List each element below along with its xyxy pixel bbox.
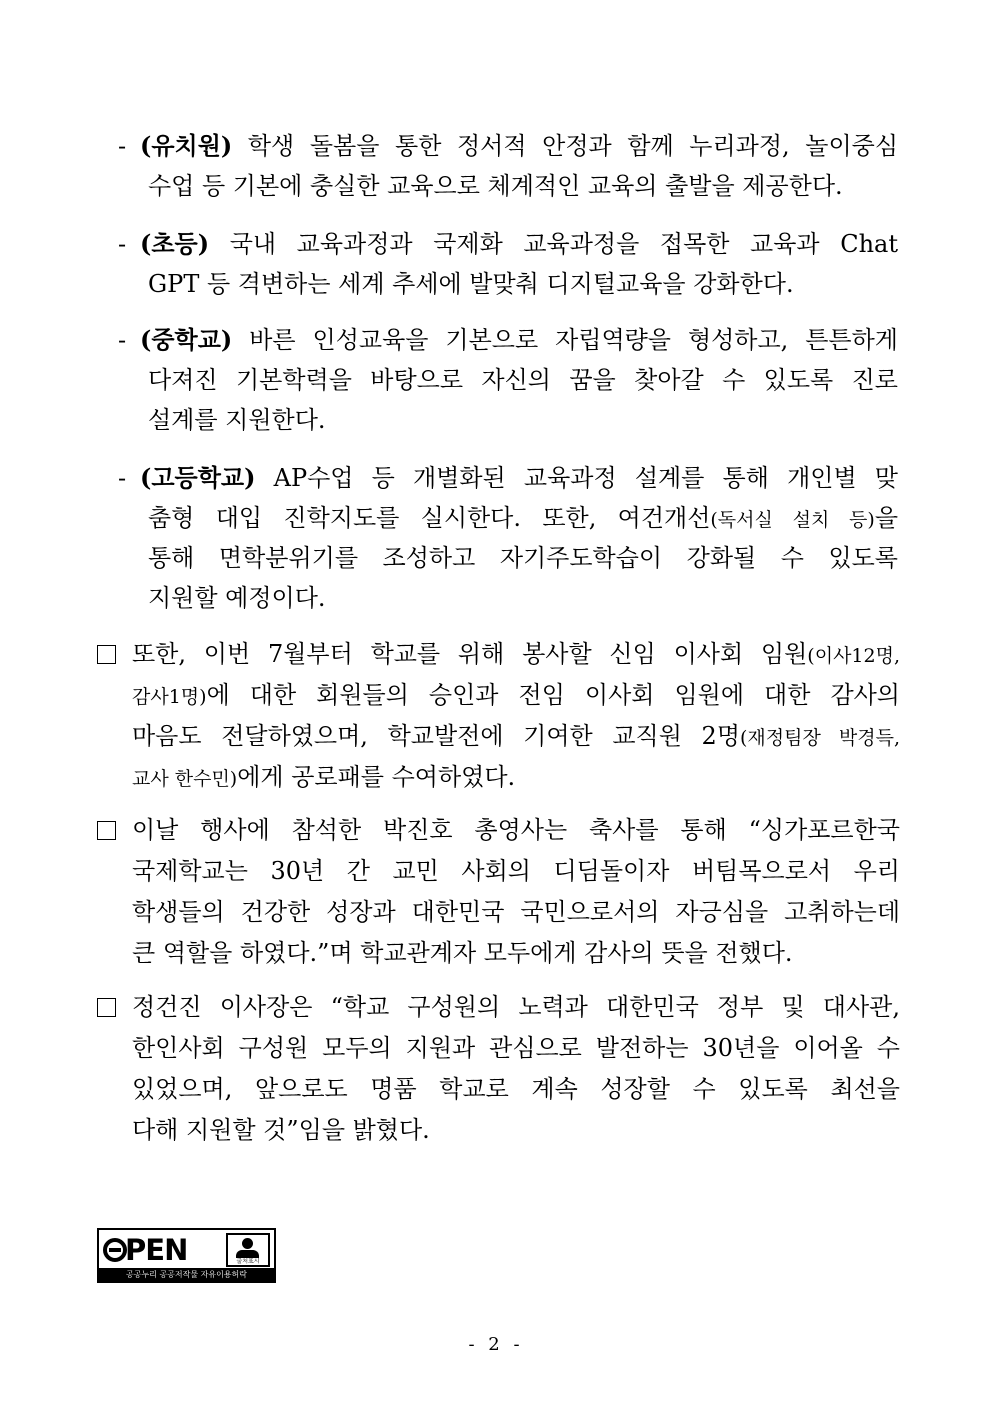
para2-line-1 <box>96 810 900 851</box>
paragraph-chairman-remarks <box>96 987 900 1151</box>
high-line-1 <box>118 458 898 498</box>
para1-text-1b: (이사12명, <box>807 645 900 667</box>
para1-text-2b: 에 대한 회원들의 승인과 전임 이사회 임원에 대한 감사의 <box>206 681 900 709</box>
para1-line-4 <box>96 757 900 798</box>
license-bottom-bar: 공공누리 공공저작물 자유이용허락 <box>99 1268 274 1281</box>
middle-text-3: 설계를 지원한다. <box>148 406 326 434</box>
kogl-open-license-badge <box>97 1228 276 1283</box>
high-text-2b: (독서실 설치 등) <box>710 509 875 531</box>
para3-line-2: 한인사회 구성원 모두의 지원과 관심으로 발전하는 30년을 이어올 수 <box>132 1034 900 1062</box>
dash-bullet: - <box>118 230 127 258</box>
paragraph-consul-speech <box>96 810 900 974</box>
high-label: (고등학교) <box>140 463 256 492</box>
middle-text-1: 바른 인성교육을 기본으로 자립역량을 형성하고, 튼튼하게 <box>232 326 898 354</box>
para1-text-1a: 또한, 이번 7월부터 학교를 위해 봉사할 신임 이사회 임원 <box>132 640 808 668</box>
para1-line-2 <box>96 675 900 716</box>
elementary-text-2: GPT 등 격변하는 세계 추세에 발맞춰 디지털교육을 강화한다. <box>148 270 794 298</box>
elementary-text-1: 국내 교육과정과 국제화 교육과정을 접목한 교육과 Chat <box>209 230 898 258</box>
para3-text-1: 정건진 이사장은 “학교 구성원의 노력과 대한민국 정부 및 대사관, <box>132 993 900 1021</box>
middle-line-1 <box>118 320 898 360</box>
para3-line-3: 있었으며, 앞으로도 명품 학교로 계속 성장할 수 있도록 최선을 <box>132 1075 900 1103</box>
kindergarten-item <box>118 126 898 206</box>
para1-text-2a: 감사1명) <box>132 686 207 708</box>
para1-text-3a: 마음도 전달하였으며, 학교발전에 기여한 교직원 2명 <box>132 722 740 750</box>
page-number: - 2 - <box>468 1334 524 1355</box>
middle-label: (중학교) <box>140 325 233 354</box>
para2-line-4: 큰 역할을 하였다.”며 학교관계자 모두에게 감사의 뜻을 전했다. <box>132 939 793 967</box>
high-line-2 <box>118 498 898 538</box>
middle-school-item <box>118 320 898 440</box>
high-text-3: 통해 면학분위기를 조성하고 자기주도학습이 강화될 수 있도록 <box>148 544 898 572</box>
high-text-2a: 춤형 대입 진학지도를 실시한다. 또한, 여건개선 <box>148 504 711 532</box>
open-text: PEN <box>125 1233 188 1267</box>
kindergarten-text-2: 수업 등 기본에 충실한 교육으로 체계적인 교육의 출발을 제공한다. <box>148 172 843 200</box>
para3-line-1 <box>96 987 900 1028</box>
attribution-label: 출처표시 <box>236 1258 260 1265</box>
high-school-item <box>118 458 898 618</box>
high-text-2c: 을 <box>874 504 898 532</box>
kindergarten-label: (유치원) <box>140 131 233 160</box>
para3-line-4: 다해 지원할 것”임을 밝혔다. <box>132 1116 430 1144</box>
elementary-label: (초등) <box>140 229 210 258</box>
checkbox-bullet-icon <box>97 998 116 1017</box>
elementary-item <box>118 224 898 304</box>
para1-text-4a: 교사 한수민) <box>132 768 238 790</box>
person-head-shape <box>242 1238 253 1249</box>
para2-line-2: 국제학교는 30년 간 교민 사회의 디딤돌이자 버팀목으로서 우리 <box>132 857 900 885</box>
license-top <box>99 1230 274 1270</box>
kindergarten-text-1: 학생 돌봄을 통한 정서적 안정과 함께 누리과정, 놀이중심 <box>232 132 898 160</box>
para1-text-4b: 에게 공로패를 수여하였다. <box>237 763 516 791</box>
para1-text-3b: (재정팀장 박경득, <box>740 727 900 749</box>
high-text-1: AP수업 등 개별화된 교육과정 설계를 통해 개인별 맞 <box>255 464 898 492</box>
high-text-4: 지원할 예정이다. <box>148 584 326 612</box>
paragraph-board-members <box>96 634 900 798</box>
kindergarten-line-1 <box>118 126 898 166</box>
para2-text-1: 이날 행사에 참석한 박진호 총영사는 축사를 통해 “싱가포르한국 <box>132 816 900 844</box>
dash-bullet: - <box>118 326 127 354</box>
para2-line-3: 학생들의 건강한 성장과 대한민국 국민으로서의 자긍심을 고취하는데 <box>132 898 900 926</box>
middle-text-2: 다져진 기본학력을 바탕으로 자신의 꿈을 찾아갈 수 있도록 진로 <box>148 366 898 394</box>
checkbox-bullet-icon <box>97 821 116 840</box>
para1-line-1 <box>96 634 900 675</box>
dash-bullet: - <box>118 464 127 492</box>
open-o-icon <box>103 1238 127 1262</box>
elementary-line-1 <box>118 224 898 264</box>
dash-bullet: - <box>118 132 127 160</box>
person-icon <box>226 1233 270 1267</box>
para1-line-3 <box>96 716 900 757</box>
person-body-shape <box>236 1250 259 1258</box>
checkbox-bullet-icon <box>97 645 116 664</box>
